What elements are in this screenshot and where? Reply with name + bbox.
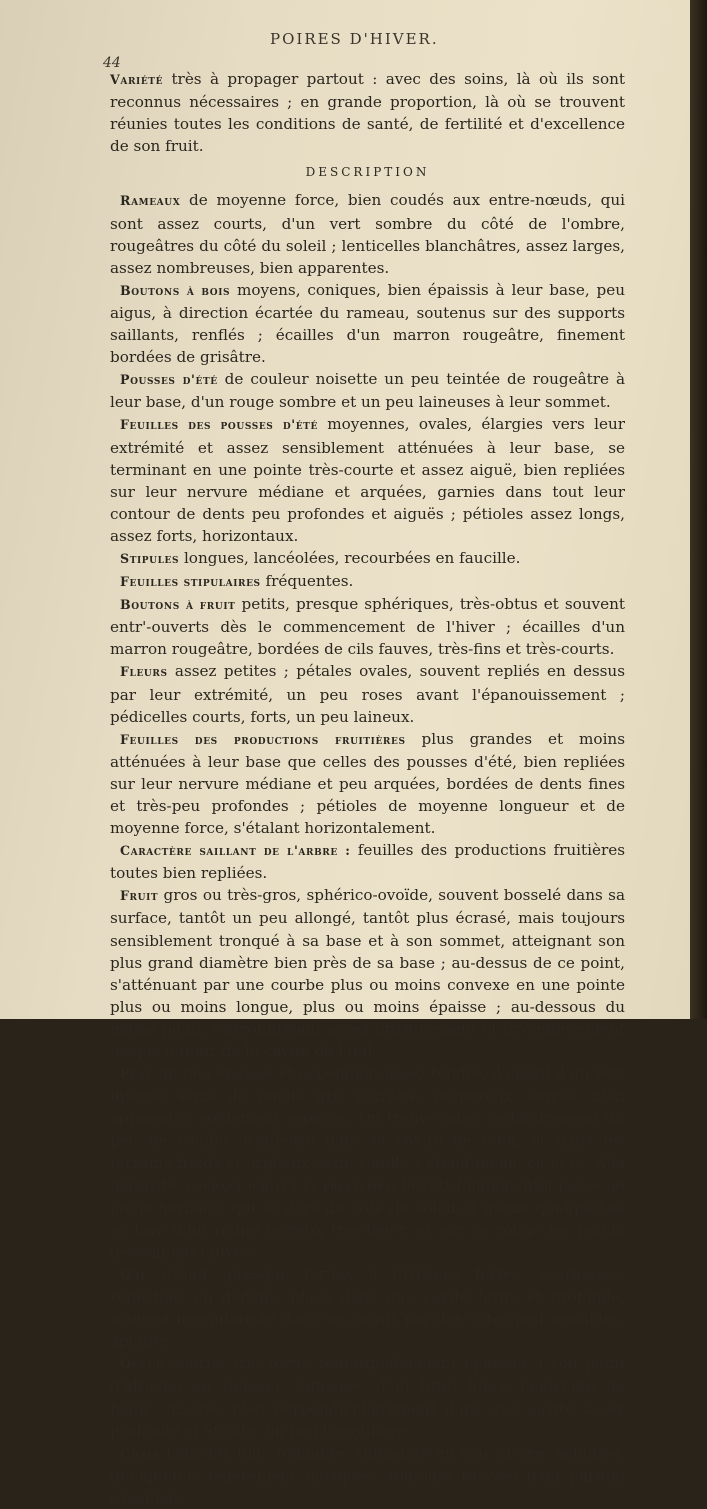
- entry-text: longues, lancéolées, recourbées en faucille.: [183, 548, 521, 567]
- entry-text: de couleur noisette un peu teintée de rougeâtre à leur base, d'un rouge sombre et un peu laineuses à leur sommet.: [110, 370, 625, 412]
- entry-label: Œil: [120, 1266, 148, 1282]
- entry-feuilles-stipulaires: [110, 570, 625, 593]
- section-title: DESCRIPTION: [305, 165, 430, 180]
- entry-feuilles-des-pousses: [110, 413, 625, 547]
- intro-text: très à propager partout : avec des soins, là où ils sont reconnus nécessaires ; en grande proportion, là où se trouvent réunies toutes les conditions de santé, de fertilité et d'excellence de son fruit.: [110, 70, 626, 156]
- entry-label: Feuilles des pousses d'été: [120, 417, 318, 433]
- entry-pousses-d-ete: [110, 368, 625, 413]
- running-head: POIRES D'HIVER.: [270, 30, 439, 48]
- entry-label: Fleurs: [120, 664, 168, 680]
- entry-text-continued: le vert fondamental passe au jaune herbacé, qui se dore du côté du soleil et même quelquefois se lave d'un rouge terreux très-léger, et sur ce rouge les points deviennent fauves.: [110, 1175, 625, 1261]
- page-number: 44: [103, 55, 121, 71]
- page-text: [110, 68, 625, 1509]
- entry-boutons-a-fruit: [110, 593, 625, 660]
- entry-oeil: [110, 1263, 625, 1352]
- entry-label: Feuilles stipulaires: [120, 574, 261, 590]
- entry-fruit: [110, 884, 625, 1062]
- entry-text: plus grandes et moins atténuées à leur base que celles des pousses d'été, bien repliées sur leur nervure médiane et peu arquées, bordées de dents fines et très-peu profondes ; pétioles de moyenne longueur et de moyenne force, s'étalant horizontalement.: [110, 729, 626, 838]
- entry-label: Stipules: [120, 550, 180, 566]
- entry-text: grand, presque fermé, à divisions fortes, scarieuses, réfléchies en dedans, placé dans une cavité large et profonde, souvent irrégularisée dans ses bords par des côtes peu sensibles, aplaties.: [110, 1264, 626, 1351]
- entry-fleurs: [110, 660, 625, 727]
- entry-label: Peau: [120, 1066, 154, 1082]
- entry-label: Pousses d'été: [120, 372, 218, 388]
- entry-text: petits, presque sphériques, très-obtus et souvent entr'-ouverts dès le commencement de l'hiver ; écailles d'un marron rougeâtre, bordées de cils fauves, très-fins et très-courts.: [110, 595, 626, 659]
- entry-label: Boutons à bois: [120, 282, 231, 298]
- entry-chair: [110, 1442, 625, 1509]
- entry-text: de moyenne force, bien coudés aux entre-nœuds, qui sont assez courts, d'un vert sombre du côté de l'ombre, rougeâtres du côté du soleil ; lenticelles blanchâtres, assez larges, assez nombreuses, bien apparentes.: [110, 191, 625, 277]
- entry-label: Chair: [120, 1445, 161, 1461]
- entry-label: Queue: [120, 1356, 164, 1372]
- entry-text: moyennes, ovales, élargies vers leur extrémité et assez sensiblement atténuées à leur base, se terminant en une pointe très-courte et assez aiguë, bien repliées sur leur nervure médiane et arquées, garnies dans tout leur contour de dents peu profondes et aiguës ; pétioles assez longs, assez forts, horizontaux.: [110, 415, 626, 545]
- entry-text: feuilles des productions fruitières toutes bien repliées.: [110, 841, 626, 883]
- entry-label: Caractère saillant de l'arbre :: [120, 843, 351, 859]
- intro-paragraph: [110, 68, 625, 157]
- entry-queue: [110, 1352, 625, 1441]
- entry-text: fréquentes.: [265, 572, 354, 591]
- entry-caractere-saillant: [110, 839, 625, 884]
- entry-peau: [110, 1062, 625, 1263]
- entry-rameaux: [110, 189, 625, 278]
- entry-feuilles-des-productions: [110, 728, 625, 839]
- entry-label: Rameaux: [120, 193, 181, 209]
- entry-label: Fruit: [120, 888, 159, 904]
- entry-text: moyens, coniques, bien épaissis à leur base, peu aigus, à direction écartée du rameau, soutenus sur des supports saillants, renflés ; écailles d'un marron rougeâtre, finement bordées de grisâtre.: [110, 280, 625, 367]
- entry-text: courte, très-forte, remarquablement épaissie à son point d'attache au rameau, ligneuse, d'un brun foncé moucheté de blanc, insérée bien perpendiculairement dans une cavité assez profonde et étroite, un peu irrégulière.: [110, 1354, 625, 1440]
- entry-label: Feuilles des productions fruitières: [120, 731, 406, 747]
- entry-label: Boutons à fruit: [120, 597, 236, 613]
- entry-text: un peu épaisse et cependant assez tendre, d'abord d'un vert intense semé de points gris noirâtre, nombreux, serrés, bien apparents, également espacés. On trouve aussi ordinairement un peu de rouille écailleuse dans la cavité de l'œil, et dans les terrains froids et argileux cette rouille s'étend même çà et là. A la maturité,: [110, 1064, 625, 1194]
- entry-stipules: [110, 547, 625, 570]
- entry-text: gros ou très-gros, sphérico-ovoïde, souvent bosselé dans sa surface, tantôt un peu allongé, tantôt plus écrasé, mais toujours sensiblement tronqué à sa base et à son sommet, atteignant son plus grand diamètre bien près de sa base ; au-dessus de ce point, s'atténuant par une courbe plus ou moins convexe en une pointe plus ou moins longue, plus ou moins épaisse ; au-dessous du même point, s'arrondissant assez brusquement et irrégulièrement jusque autour de la cavité de l'œil.: [110, 886, 625, 1061]
- book-edge: [690, 0, 707, 1019]
- entry-text: assez petites ; pétales ovales, souvent repliés en dessus par leur extrémité, un peu roses avant l'épanouissement ; pédicelles courts, forts, un peu laineux.: [110, 662, 625, 726]
- intro-label: Variété: [110, 72, 164, 87]
- entry-text: blanche, fine, fondante, suffisante en eau sucrée, acidulée, quelquefois légèrement musquée, toujours relevée d'un parfum excellent.: [110, 1443, 626, 1507]
- entry-boutons-a-bois: [110, 279, 625, 368]
- entry-inline-label: courant d'hiver et printemps,: [186, 1177, 397, 1193]
